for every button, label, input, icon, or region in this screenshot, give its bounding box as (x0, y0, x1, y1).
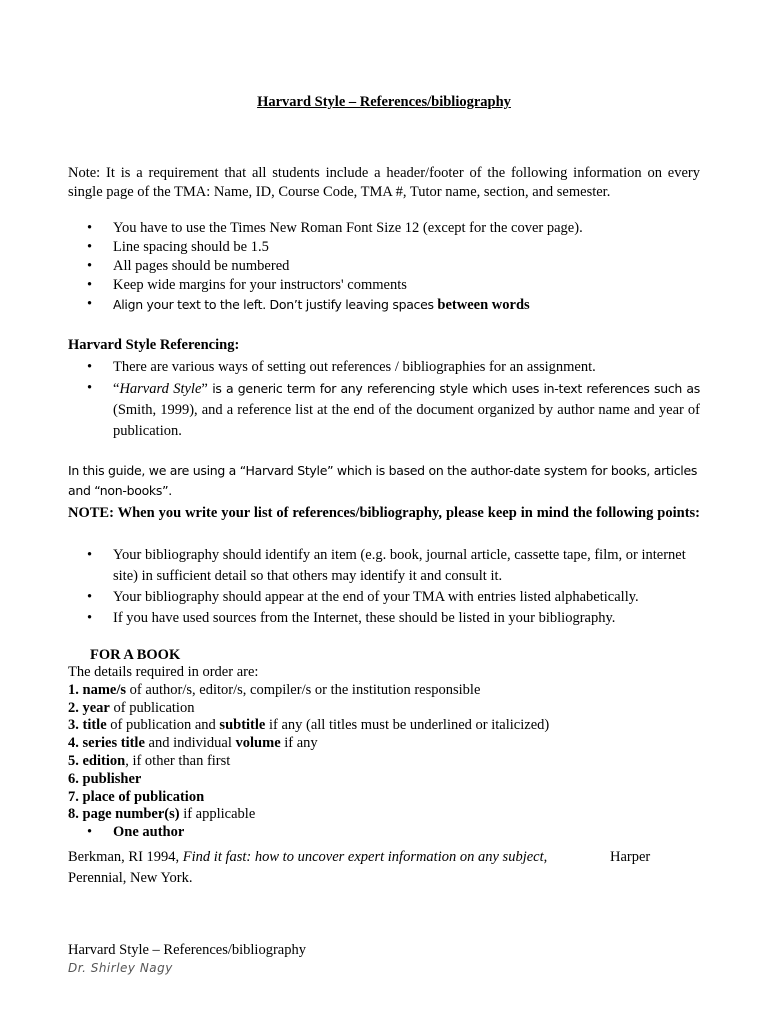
note-paragraph: Note: It is a requirement that all students include a header/footer of the following information on every single page of the TMA: Name, ID, Course Code, TMA #, Tutor name, section, and semester. (68, 165, 700, 200)
page-title: Harvard Style – References/bibliography (257, 94, 511, 110)
list-item: 1. name/s of author/s, editor/s, compiler/s or the institution responsible (68, 681, 481, 698)
bullet-icon: • (87, 547, 93, 563)
list-item: • Align your text to the left. Don’t justify leaving spaces between words (87, 296, 530, 313)
list-item: 7. place of publication (68, 788, 205, 805)
bibliography-points-list (68, 545, 700, 629)
bullet-icon: • (87, 296, 93, 312)
list-item: • You have to use the Times New Roman Font Size 12 (except for the cover page). (87, 220, 583, 236)
list-item: 8. page number(s) if applicable (68, 806, 256, 823)
example-publisher: Harper (610, 849, 651, 865)
referencing-heading: Harvard Style Referencing: (68, 337, 240, 353)
footer (68, 941, 306, 977)
details-block (68, 664, 700, 842)
example-reference: Berkman, RI 1994, Find it fast: how to uncover expert information on any subject, Harper Perennial, New York. (68, 849, 651, 886)
list-item: 3. title of publication and subtitle if any (all titles must be underlined or italicized) (68, 717, 550, 734)
one-author-list (68, 824, 700, 842)
list-item: • Your bibliography should appear at the end of your TMA with entries listed alphabetically. (68, 587, 700, 608)
guide-paragraph: In this guide, we are using a “Harvard Style” which is based on the author-date system for books, articles and “non-books”. (68, 463, 698, 498)
bullet-icon: • (87, 589, 93, 605)
referencing-list (68, 357, 700, 442)
bullet-icon: • (87, 258, 93, 274)
list-item: 6. publisher (68, 770, 142, 787)
bullet-icon: • (87, 359, 93, 375)
bullet-icon: • (87, 220, 93, 236)
footer-title: Harvard Style – References/bibliography (68, 942, 306, 958)
footer-author: Dr. Shirley Nagy (68, 961, 173, 975)
list-item: • Keep wide margins for your instructors' comments (87, 277, 407, 293)
details-intro: The details required in order are: (68, 664, 259, 680)
list-item: • If you have used sources from the Internet, these should be listed in your bibliography. (68, 608, 700, 629)
for-a-book-heading: FOR A BOOK (90, 647, 181, 663)
requirements-list (68, 219, 700, 315)
list-item: • Line spacing should be 1.5 (87, 239, 269, 255)
note-points-heading: NOTE: When you write your list of references/bibliography, please keep in mind the following points: (68, 505, 700, 521)
list-item: • All pages should be numbered (87, 258, 290, 274)
bullet-icon: • (87, 277, 93, 293)
list-item: 2. year of publication (68, 699, 195, 716)
list-item: • There are various ways of setting out references / bibliographies for an assignment. (68, 357, 700, 378)
list-item: • Your bibliography should identify an item (e.g. book, journal article, cassette tape, film, or internet site) in sufficient detail so that others may identify it and consult it. (87, 547, 686, 584)
list-item: 5. edition, if other than first (68, 752, 231, 769)
list-item: • “Harvard Style” is a generic term for any referencing style which uses in-text references such as (Smith, 1999), and a reference list at the end of the document organized by author name and year of publication. (87, 380, 701, 439)
bullet-icon: • (87, 380, 93, 396)
list-item: 4. series title and individual volume if any (68, 735, 318, 752)
list-item: • One author (87, 824, 185, 841)
bullet-icon: • (87, 239, 93, 255)
bullet-icon: • (87, 824, 93, 841)
bullet-icon: • (87, 610, 93, 626)
